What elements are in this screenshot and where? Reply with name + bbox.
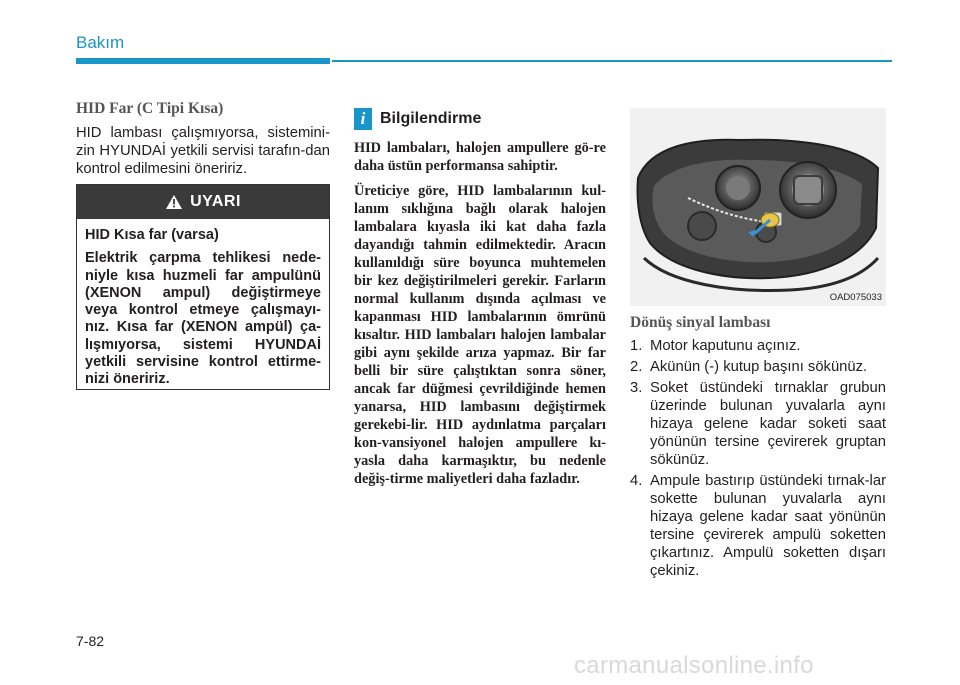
headlamp-drawing: [630, 108, 886, 306]
warning-body: [77, 219, 329, 389]
header-rule-accent: [76, 58, 330, 64]
step-number: 3.: [630, 380, 643, 396]
step-number: 1.: [630, 338, 643, 354]
info-icon: i: [354, 108, 372, 130]
watermark: carmanualsonline.info: [574, 652, 814, 679]
info-header: [354, 108, 606, 130]
step-text: Ampule bastırıp üstündeki tırnak-lar sokette bulunan yuvalarla aynı hizaya gelene kadar saat yönünün tersine çevirerek ampulü soketten çıkartınız. Ampulü soketten dışarı çekiniz.: [650, 473, 886, 579]
warning-box: [76, 184, 330, 390]
info-column: [354, 108, 606, 495]
step-text: Akünün (-) kutup başını sökünüz.: [650, 359, 868, 375]
step-text: Soket üstündeki tırnaklar grubun üzerinde bulunan yuvalarla aynı hizaya gelene kadar soketi saat yönünün tersine çevirerek gruptan sökünüz.: [650, 380, 886, 468]
step-text: Motor kaputunu açınız.: [650, 338, 801, 354]
page-number: 7-82: [76, 633, 105, 649]
list-item: [630, 472, 886, 580]
step-number: 2.: [630, 359, 643, 375]
turn-signal-subtitle: Dönüş sinyal lambası: [630, 314, 771, 331]
hid-subtitle: HID Far (C Tipi Kısa): [76, 100, 224, 117]
section-title: Bakım: [76, 33, 125, 52]
warning-triangle-icon: [165, 194, 183, 210]
step-number: 4.: [630, 473, 643, 489]
list-item: [630, 379, 886, 469]
info-paragraph-1: HID lambaları, halojen ampullere gö-re daha üstün performansa sahiptir.: [354, 140, 606, 174]
info-paragraph-2: Üreticiye göre, HID lambalarının kul-lanım sıklığına bağlı olarak halojen lambalara kıyasla iki kat daha fazla dayandığı tahmin edilmektedir. Aracın kullanıldığı süre boyunca muhtemelen bir kez değiştirilmeleri gerekir. Farların normal kullanım dışında açılması ve kapanması HID lambalarının ömrünü kısaltır. HID lambaları halojen lambalar gibi aynı şekilde arıza yapmaz. Bir far belli bir süre çalıştıktan sonra söner, ancak far düğmesi çevrildiğinde hemen yanarsa, HID lambasını değiştirmek gerekebi-lir. HID aydınlatma parçaları kon-vansiyonel halojen ampullere kı-yasla daha karmaşıktır, bu nedenle değiş-tirme maliyetleri daha fazladır.: [354, 183, 606, 487]
list-item: [630, 358, 886, 376]
warning-label: UYARI: [190, 193, 241, 210]
steps-list: [630, 337, 886, 580]
warning-text: Elektrik çarpma tehlikesi nede-niyle kısa huzmeli far ampulünü (XENON ampul) değiştirmeye veya kontrol etmeye çalışmayı-nız. Kısa far (XENON ampül) ça-lışmıyorsa, sistemi HYUNDAİ yetkili servisine kontrol ettirme-nizi öneririz.: [85, 250, 321, 388]
hid-paragraph: HID lambası çalışmıyorsa, sistemini-zin HYUNDAİ yetkili servisi tarafın-dan kontrol edilmesini öneririz.: [76, 125, 330, 177]
warning-title: HID Kısa far (varsa): [85, 227, 219, 243]
list-item: [630, 337, 886, 355]
left-column: [76, 100, 330, 178]
header-rule: [332, 60, 892, 62]
info-title: Bilgilendirme: [380, 110, 482, 127]
figure-caption: OAD075033: [829, 292, 882, 303]
headlamp-illustration: [630, 108, 886, 306]
right-column: [630, 314, 886, 583]
warning-header: [77, 185, 329, 219]
